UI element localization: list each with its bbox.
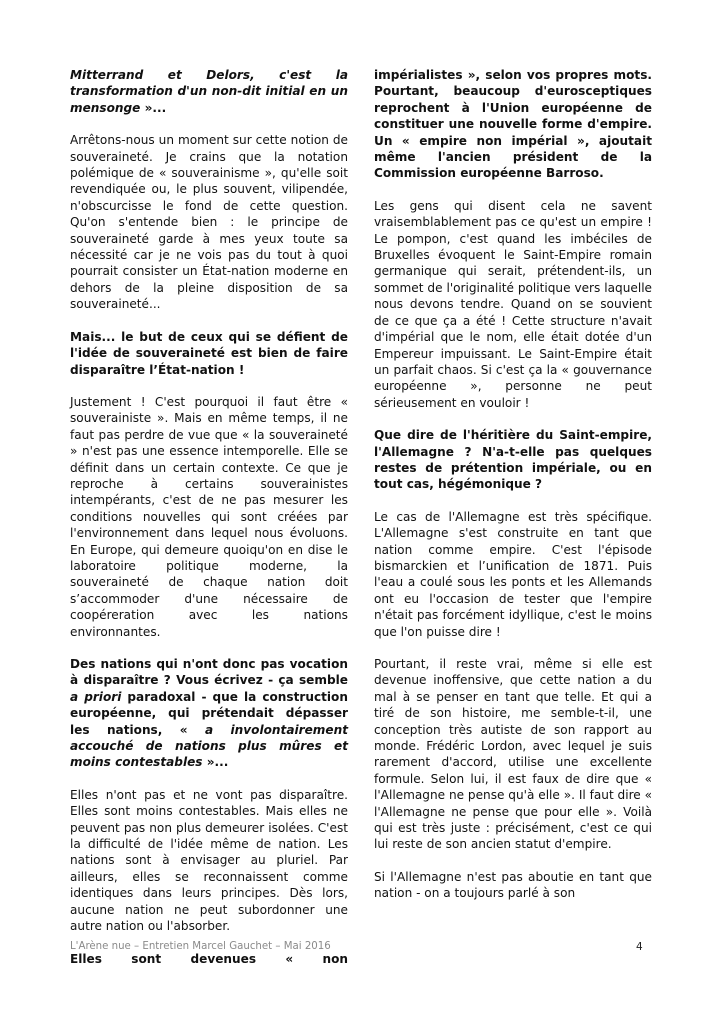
question-paragraph: Elles sont devenues « non xyxy=(70,951,348,966)
question-paragraph: impérialistes », selon vos propres mots. Pourtant, beaucoup d'eurosceptiques reprochent à l'Union européenne de constituer une nouvelle forme d'empire. Un « empire non impérial », ajoutait même l'ancien président de la Commission européenne Barroso. xyxy=(374,68,652,181)
question-text: Mitterrand et Delors, c'est la transformation d'un non-dit initial en un mensonge xyxy=(70,68,348,115)
left-column xyxy=(70,67,348,983)
answer-paragraph: Arrêtons-nous un moment sur cette notion de souveraineté. Je crains que la notation polémique de « souverainisme », qu'elle soit revendiquée ou, le plus souvent, vilipendée, n'obscurcisse le fond de cette question. Qu'on s'entende bien : le principe de souveraineté garde à mes yeux toute sa nécessité car je ne vois pas du tout à quoi pourrait consister un État-nation moderne en dehors de la pleine disposition de sa souveraineté... xyxy=(70,133,348,312)
question-text: »... xyxy=(144,100,167,115)
question-italic-text: a involontairement accouché de nations plus mûres et moins contestables xyxy=(70,722,348,770)
question-text: »... xyxy=(202,755,229,770)
question-paragraph: Mais... le but de ceux qui se défient de l'idée de souveraineté est bien de faire disparaître l’État-nation ! xyxy=(70,329,348,377)
question-paragraph xyxy=(70,67,348,116)
answer-paragraph: Les gens qui disent cela ne savent vraisemblablement pas ce qu'est un empire ! Le pompon, c'est quand les imbéciles de Bruxelles évoquent le Saint-Empire romain germanique qui serait, prétendent-ils, un sommet de l'originalité politique vers laquelle nous devons tendre. Quand on se souvient de ce que ça a été ! Cette structure n'avait d'impérial que le nom, elle était dotée d'un Empereur impuissant. Le Saint-Empire était un parfait chaos. Si c'est ça la « gouvernance européenne », personne ne peut sérieusement en vouloir ! xyxy=(374,198,652,410)
question-text: Des nations qui n'ont donc pas vocation à disparaître ? Vous écrivez - ça semble xyxy=(70,657,348,688)
question-paragraph xyxy=(70,656,348,771)
footer-source: L'Arène nue – Entretien Marcel Gauchet – Mai 2016 xyxy=(70,941,331,952)
answer-paragraph: Elles n'ont pas et ne vont pas disparaître. Elles sont moins contestables. Mais elles ne peuvent pas non plus demeurer isolées. C'est la difficulté de l'idée même de nation. Les nations sont à envisager au pluriel. Par ailleurs, elles se reconnaissent comme identiques dans leurs principes. Dès lors, aucune nation ne peut subordonner une autre nation ou l'absorber. xyxy=(70,787,348,934)
answer-paragraph: Justement ! C'est pourquoi il faut être « souverainiste ». Mais en même temps, il ne faut pas perdre de vue que « la souveraineté » n'est pas une essence intemporelle. Elle se définit dans un certain contexte. Ce que je reproche à certains souverainistes intempérants, c'est de ne pas mesurer les conditions nouvelles qui sont créées par l'environnement dans lequel nous évoluons. En Europe, qui demeure quoiqu'on en dise le laboratoire politique moderne, la souveraineté de chaque nation doit s’accommoder d'une nécessaire de coopéreration avec les nations environnantes. xyxy=(70,394,348,639)
question-paragraph: Que dire de l'héritière du Saint-empire, l'Allemagne ? N'a-t-elle pas quelques restes de prétention impériale, ou en tout cas, hégémonique ? xyxy=(374,428,652,492)
answer-paragraph: Le cas de l'Allemagne est très spécifique. L'Allemagne s'est construite en tant que nation comme empire. C'est l'épisode bismarckien et l’unification de 1871. Puis l'eau a coulé sous les ponts et les Allemands ont eu l'occasion de tester que l'empire n'était pas forcément idyllique, c'est le moins que l'on puisse dire ! xyxy=(374,509,652,639)
page-number: 4 xyxy=(636,941,643,953)
answer-paragraph: Pourtant, il reste vrai, même si elle est devenue inoffensive, que cette nation a du mal à se penser en tant que telle. Et qui a tiré de son histoire, me semble-t-il, une conception très autiste de son rapport au monde. Frédéric Lordon, avec lequel je suis rarement d'accord, utilise une excellente formule. Selon lui, il est faux de dire que « l'Allemagne ne pense qu'à elle ». Il faut dire « l'Allemagne ne pense que pour elle ». Voilà qui est très juste : précisément, c'est ce qui lui reste de son ancien statut d'empire. xyxy=(374,657,652,852)
question-italic-text: a priori xyxy=(70,689,122,704)
answer-paragraph: Si l'Allemagne n'est pas aboutie en tant que nation - on a toujours parlé à son xyxy=(374,869,652,901)
right-column xyxy=(374,67,652,918)
question-text: paradoxal - que la construction européenne, qui prétendait dépasser les nations, « xyxy=(70,689,348,737)
